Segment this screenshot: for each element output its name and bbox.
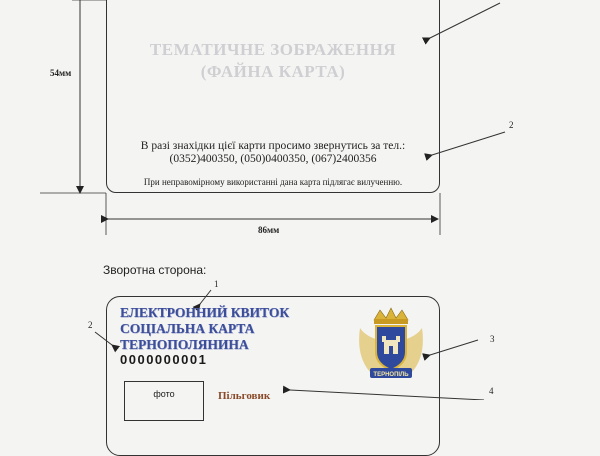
tarnopil-coat-of-arms-icon bbox=[354, 306, 428, 387]
back-title-line-2: СОЦІАЛЬНА КАРТА bbox=[120, 321, 255, 336]
back-title-line-1: ЕЛЕКТРОННИЙ КВИТОК bbox=[120, 305, 290, 320]
back-side-caption: Зворотна сторона: bbox=[103, 263, 207, 277]
found-notice: В разі знахідки цієї карти просимо звернутись за тел.: bbox=[140, 140, 406, 152]
callout-front-2: 2 bbox=[509, 120, 514, 130]
width-label: 86мм bbox=[258, 225, 280, 235]
holder-label: Пільговик bbox=[218, 390, 271, 402]
back-title-line-3: ТЕРНОПОЛЯНИНА bbox=[120, 337, 249, 352]
callout-back-1: 1 bbox=[214, 279, 219, 289]
crest-label: ТЕРНОПІЛЬ bbox=[373, 372, 409, 378]
callout-back-3: 3 bbox=[490, 334, 495, 344]
front-arrow-2 bbox=[432, 132, 505, 155]
misuse-notice: При неправомірному використанні дана карта підлягає вилученню. bbox=[143, 177, 403, 187]
callout-back-4: 4 bbox=[489, 386, 494, 396]
phone-numbers: (0352)400350, (050)0400350, (067)2400356 bbox=[169, 153, 377, 165]
front-arrow-top bbox=[430, 3, 500, 38]
photo-placeholder bbox=[124, 381, 204, 421]
watermark-line-2: (ФАЙНА КАРТА) bbox=[200, 62, 346, 81]
photo-label: фото bbox=[153, 389, 175, 399]
watermark-line-1: ТЕМАТИЧНЕ ЗОБРАЖЕННЯ bbox=[149, 40, 397, 59]
height-label: 54мм bbox=[50, 68, 72, 78]
card-number: 0000000001 bbox=[120, 352, 208, 367]
callout-back-2: 2 bbox=[88, 320, 93, 330]
